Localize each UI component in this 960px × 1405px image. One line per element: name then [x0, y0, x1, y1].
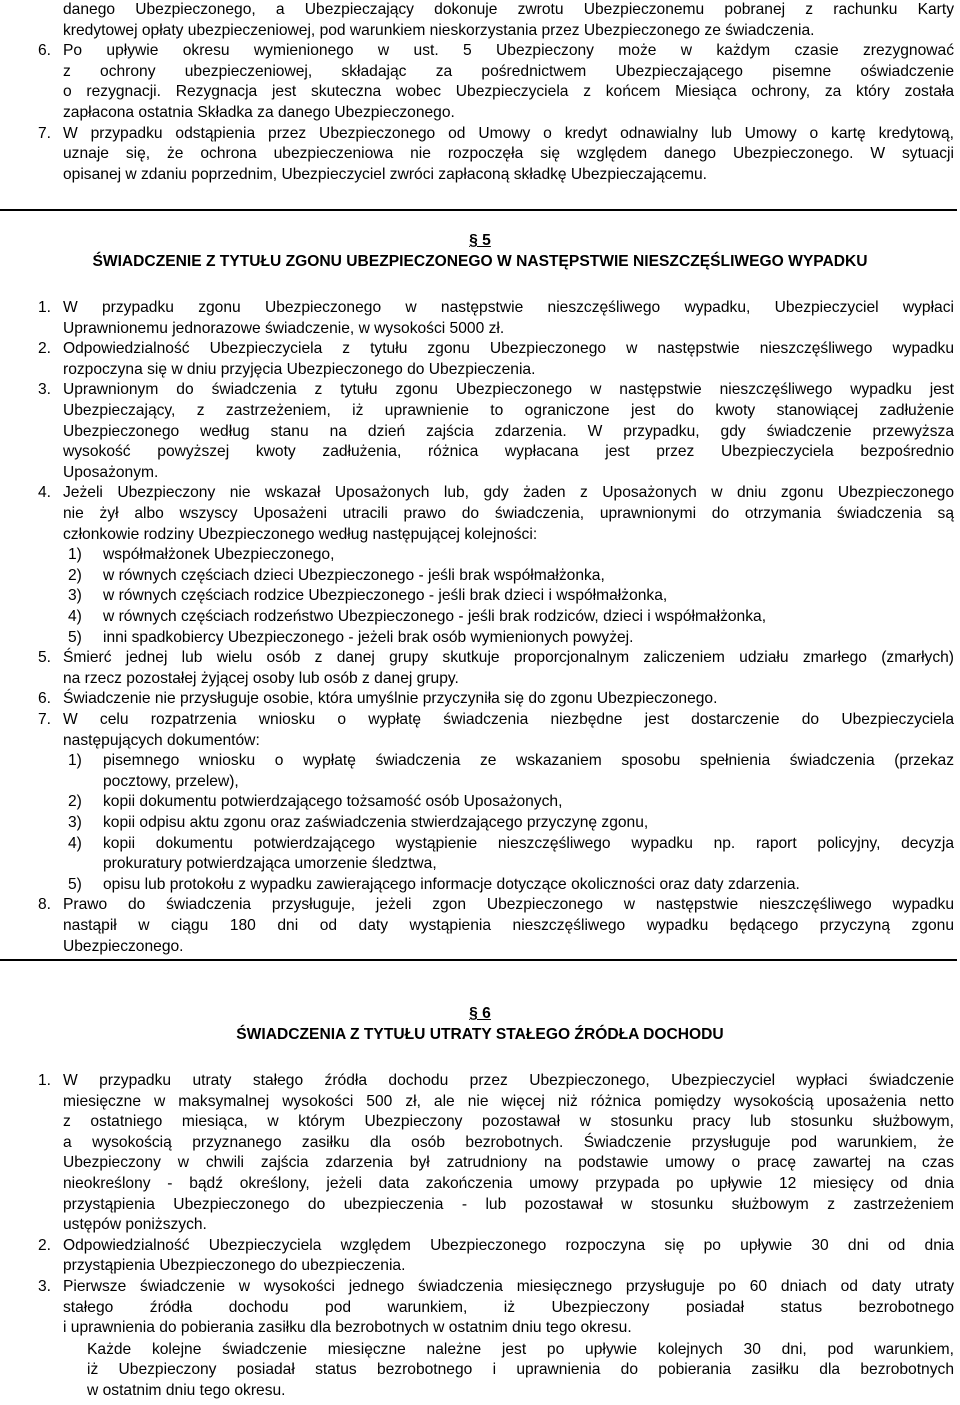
paragraph-line: z ochrony ubezpieczeniowej, składając za pośrednictwem Ubezpieczającego pisemne oświadczenie — [63, 62, 954, 80]
section-title: ŚWIADCZENIA Z TYTUŁU UTRATY STAŁEGO ŹRÓDŁA DOCHODU — [236, 1026, 724, 1043]
paragraph-line: Odpowiedzialność Ubezpieczyciela względem Ubezpieczonego rozpoczyna się po upływie 30 dni od dnia — [63, 1236, 954, 1254]
item-number: 1. — [38, 299, 52, 316]
paragraph-line: opisanej w zdaniu poprzednim, Ubezpieczyciel zwróci zapłaconą składkę Ubezpieczającemu. — [63, 165, 708, 183]
section-number: § 5 — [469, 232, 491, 249]
item-number: 1. — [38, 1072, 52, 1089]
paragraph-line: Uprawnionemu jednorazowe świadczenie, w wysokości 5000 zł. — [63, 319, 505, 337]
paragraph-line: przystąpienia Ubezpieczonego do ubezpieczenia - lub pozostawał w stosunku służbowym z zastrzeżeniem — [63, 1195, 954, 1213]
paragraph-line: W celu rozpatrzenia wniosku o wypłatę świadczenia niezbędne jest dostarczenie do Ubezpieczyciela — [63, 711, 954, 728]
subitem-line: w równych częściach rodzice Ubezpieczonego - jeśli brak dzieci i współmałżonka, — [103, 587, 668, 605]
item-number: 7. — [38, 124, 52, 142]
paragraph-line: Każde kolejne świadczenie miesięczne należne jest po upływie kolejnych 30 dni, pod warunkiem, — [87, 1340, 954, 1358]
paragraph-line: Świadczenie nie przysługuje osobie, która umyślnie przyczyniła się do zgonu Ubezpieczonego. — [63, 690, 718, 708]
subitem-number: 2) — [68, 793, 82, 811]
paragraph-line: miesięczne w maksymalnej wysokości 500 zł, ale nie więcej niż różnica pomiędzy wysokością uposażenia netto — [63, 1092, 954, 1110]
item-number: 3. — [38, 381, 52, 399]
paragraph-line: a wysokością przyznanego zasiłku dla osób bezrobotnych. Świadczenie przysługuje pod warunkiem, że — [63, 1133, 954, 1151]
paragraph-line: W przypadku odstąpienia przez Ubezpieczonego od Umowy o kredyt odnawialny lub Umowy o kartę kredytową, — [63, 124, 954, 142]
item-number: 2. — [38, 1236, 52, 1254]
paragraph-line: ustępów poniższych. — [63, 1216, 207, 1234]
paragraph-line: nastąpił w ciągu 180 dni od daty wystąpienia nieszczęśliwego wypadku będącego przyczyną zgonu — [63, 917, 954, 934]
paragraph-line: Prawo do świadczenia przysługuje, jeżeli zgon Ubezpieczonego w następstwie nieszczęśliwego wypadku — [63, 896, 954, 914]
subitem-line: opisu lub protokołu z wypadku zawierającego informacje dotyczące okoliczności oraz daty zdarzenia. — [103, 875, 800, 893]
paragraph-line: Śmierć jednej lub wielu osób z danej grupy skutkuje proporcjonalnym zaliczeniem udziału zmarłego (zmarłych) — [63, 649, 954, 667]
paragraph-line: uznaje się, że ochrona ubezpieczeniowa nie rozpoczęła się względem danego Ubezpieczonego. W sytuacji — [63, 145, 954, 163]
item-number: 8. — [38, 896, 52, 914]
subitem-number: 1) — [68, 752, 82, 770]
item-number: 7. — [38, 711, 52, 728]
paragraph-line: Ubezpieczonego. — [63, 937, 184, 955]
paragraph-line: Pierwsze świadczenie w wysokości jednego świadczenia miesięcznego przysługuje po 60 dniach od daty utraty — [63, 1278, 954, 1295]
subitem-line: pisemnego wniosku o wypłatę świadczenia ze wskazaniem sposobu spełnienia świadczenia (przekaz — [103, 752, 954, 770]
subitem-line: w równych częściach dzieci Ubezpieczonego - jeśli brak współmałżonka, — [103, 566, 605, 584]
item-number: 6. — [38, 42, 52, 60]
subitem-line: w równych częściach rodzeństwo Ubezpieczonego - jeśli brak rodziców, dzieci i współmałżonka, — [103, 608, 767, 625]
subitem-line: kopii odpisu aktu zgonu oraz zaświadczenia stwierdzającego przyczynę zgonu, — [103, 814, 649, 831]
subitem-line: współmałżonek Ubezpieczonego, — [103, 546, 335, 564]
paragraph-line: następujących dokumentów: — [63, 731, 260, 749]
subitem-line: inni spadkobiercy Ubezpieczonego - jeżeli brak osób wymienionych powyżej. — [103, 628, 634, 646]
paragraph-line: iż Ubezpieczony posiadał status bezrobotnego i uprawnienia do pobierania zasiłku dla bezrobotnych — [87, 1361, 954, 1379]
section-divider — [0, 209, 957, 211]
paragraph-line: kredytowej opłaty ubezpieczeniowej, pod warunkiem nieskorzystania przez Ubezpieczonego ze świadczenia. — [63, 21, 815, 39]
subitem-number: 3) — [68, 814, 82, 831]
subitem-number: 4) — [68, 834, 82, 852]
paragraph-line: i uprawnienia do pobierania zasiłku dla bezrobotnych w ostatnim dniu tego okresu. — [63, 1319, 632, 1337]
paragraph-line: o rezygnacji. Rezygnacja jest skuteczna wobec Ubezpieczyciela z końcem Miesiąca ochrony, za który została — [63, 83, 954, 101]
paragraph-line: nie żył albo wszyscy Uposażeni utracili prawo do świadczenia, uprawnionymi do otrzymania świadczenia są — [63, 505, 954, 522]
subitem-line: kopii dokumentu potwierdzającego wystąpienie nieszczęśliwego wypadku np. raport policyjny, decyzja — [103, 834, 954, 852]
paragraph-line: przystąpienia Ubezpieczonego do ubezpieczenia. — [63, 1257, 406, 1275]
subitem-number: 4) — [68, 608, 82, 625]
paragraph-line: członkowie rodziny Ubezpieczonego według następującej kolejności: — [63, 525, 538, 543]
paragraph-line: rozpoczyna się w dniu przyjęcia Ubezpieczonego do Ubezpieczenia. — [63, 360, 536, 378]
subitem-line: kopii dokumentu potwierdzającego tożsamość osób Uposażonych, — [103, 793, 563, 811]
section-title: ŚWIADCZENIE Z TYTUŁU ZGONU UBEZPIECZONEGO W NASTĘPSTWIE NIESZCZĘŚLIWEGO WYPADKU — [92, 253, 868, 270]
item-number: 4. — [38, 484, 52, 502]
paragraph-line: Ubezpieczający, z zastrzeżeniem, iż uprawnienie to ograniczone jest do kwoty stanowiącej zadłużenie — [63, 402, 954, 419]
paragraph-line: W przypadku utraty stałego źródła dochodu przez Ubezpieczonego, Ubezpieczyciel wypłaci świadczenie — [63, 1072, 954, 1089]
paragraph-line: nieokreślony - bądź określony, jeżeli data zakończenia umowy przypada po upływie 12 miesięcy od dnia — [63, 1175, 954, 1192]
paragraph-line: Uposażonym. — [63, 463, 159, 481]
paragraph-line: stałego źródła dochodu pod warunkiem, iż Ubezpieczony posiadał status bezrobotnego — [63, 1298, 954, 1316]
paragraph-line: Ubezpieczony w chwili zajścia zdarzenia był zatrudniony na podstawie umowy o pracę zawartej na czas — [63, 1154, 954, 1172]
subitem-line: prokuratury potwierdzająca umorzenie śledztwa, — [103, 855, 437, 873]
item-number: 3. — [38, 1278, 52, 1295]
section-divider — [0, 959, 957, 961]
item-number: 5. — [38, 649, 52, 667]
paragraph-line: wysokość powyższej kwoty zadłużenia, różnica wypłacana jest przez Ubezpieczyciela bezpośrednio — [63, 443, 954, 461]
subitem-number: 1) — [68, 546, 82, 564]
paragraph-line: Odpowiedzialność Ubezpieczyciela z tytułu zgonu Ubezpieczonego w następstwie nieszczęśliwego wypadku — [63, 340, 954, 358]
paragraph-line: zapłacona ostatnia Składka za danego Ubezpieczonego. — [63, 104, 455, 121]
subitem-number: 5) — [68, 875, 82, 893]
paragraph-line: z ostatniego miesiąca, w którym Ubezpieczony pozostawał w stosunku pracy lub stosunku służbowym, — [63, 1113, 954, 1131]
item-number: 2. — [38, 340, 52, 358]
section-number: § 6 — [469, 1005, 491, 1022]
paragraph-line: Jeżeli Ubezpieczony nie wskazał Uposażonych lub, gdy żaden z Uposażonych w dniu zgonu Ubezpieczonego — [63, 484, 954, 502]
subitem-line: pocztowy, przelew), — [103, 772, 239, 790]
subitem-number: 5) — [68, 628, 82, 646]
subitem-number: 3) — [68, 587, 82, 605]
paragraph-line: W przypadku zgonu Ubezpieczonego w następstwie nieszczęśliwego wypadku, Ubezpieczyciel wypłaci — [63, 299, 954, 316]
item-number: 6. — [38, 690, 52, 708]
paragraph-line: Po upływie okresu wymienionego w ust. 5 Ubezpieczony może w każdym czasie zrezygnować — [63, 42, 954, 60]
paragraph-line: w ostatnim dniu tego okresu. — [87, 1382, 286, 1399]
paragraph-line: Uprawnionym do świadczenia z tytułu zgonu Ubezpieczonego w następstwie nieszczęśliwego wypadku jest — [63, 381, 954, 399]
subitem-number: 2) — [68, 566, 82, 584]
paragraph-line: Ubezpieczonego według stanu na dzień zajścia zdarzenia. W przypadku, gdy świadczenie przewyższa — [63, 422, 954, 440]
paragraph-line: danego Ubezpieczonego, a Ubezpieczający dokonuje zwrotu Ubezpieczonemu pobranej z rachunku Karty — [63, 1, 954, 18]
paragraph-line: na rzecz pozostałej żyjącej osoby lub osób z danej grupy. — [63, 669, 459, 687]
